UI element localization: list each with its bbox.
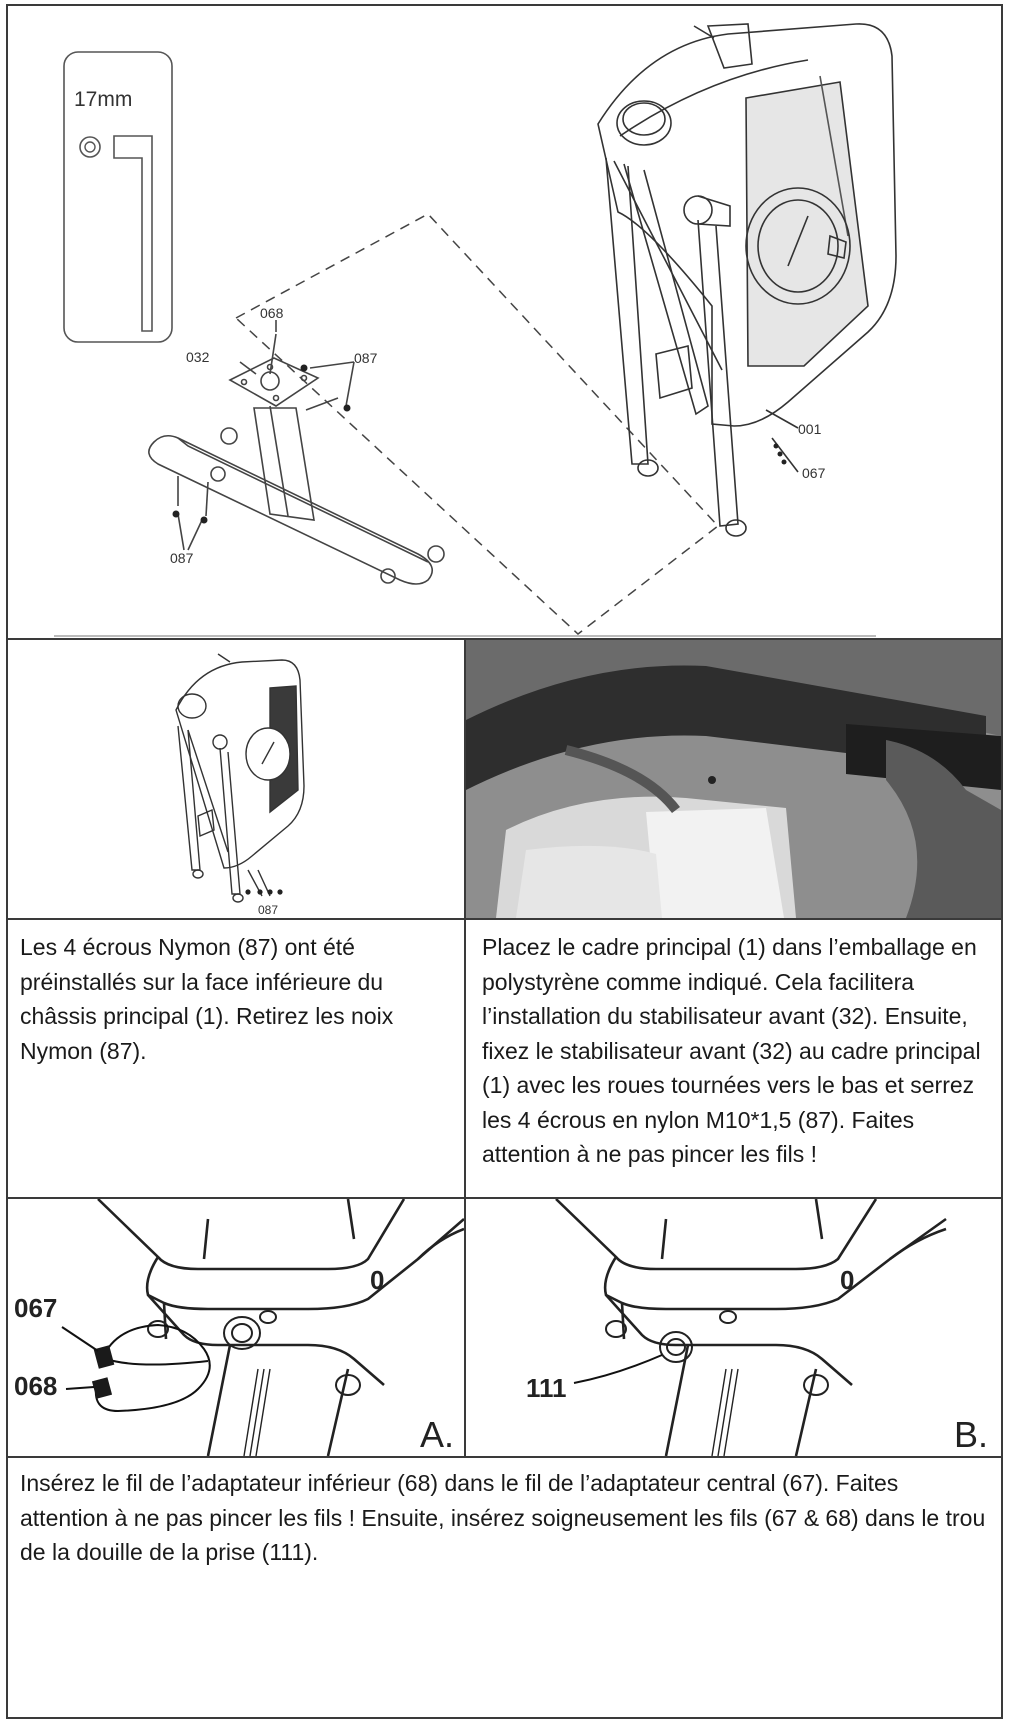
wiring-diagram-b [466,1199,1001,1456]
packaging-photo [466,640,1001,918]
nut-markers [173,365,351,524]
callout-087-mid: 087 [258,903,279,917]
tool-box [64,52,172,342]
callout-067: 067 [802,465,826,481]
step-left-text: Les 4 écrous Nymon (87) ont été préinstallés sur la face inférieure du châssis principal (1). Retirez les noix Nymon (87). [20,934,394,1064]
step-right-text: Placez le cadre principal (1) dans l’emballage en polystyrène comme indiqué. Cela facilitera l’installation du stabilisateur avant (32). Ensuite, fixez le stabilisateur avant (32) au cadre principal (1) avec les roues tournées vers le bas et serrez les 4 écrous en nylon M10*1,5 (87). Faites attention à ne pas pincer les fils ! [482,934,981,1167]
callout-032: 032 [186,349,210,365]
callout-067-a: 067 [14,1293,58,1323]
callout-001: 001 [798,421,822,437]
callout-087-bottom: 087 [170,550,194,566]
callout-087-top: 087 [354,350,378,366]
top-assembly-diagram [8,6,1001,638]
callout-068-a: 068 [14,1371,58,1401]
callout-111: 111 [526,1373,567,1403]
mark-0-a: 0 [370,1265,385,1295]
small-frame-illustration [8,640,464,918]
wiring-diagram-a [8,1199,464,1456]
tool-size-label: 17mm [74,88,133,111]
callout-068: 068 [260,305,284,321]
mark-0-b: 0 [840,1265,855,1295]
footer-instruction-text: Insérez le fil de l’adaptateur inférieur (68) dans le fil de l’adaptateur central (67). Faites attention à ne pas pincer les fils ! Ensuite, insérez soigneusement les fils (67 & 68) dans le trou de la douille de la prise (111). [20,1470,986,1565]
label-b: B. [954,1414,989,1455]
label-a: A. [420,1414,455,1455]
divider-images-text [6,918,1003,920]
main-frame-drawing [598,24,896,536]
divider-footer [6,1456,1003,1458]
